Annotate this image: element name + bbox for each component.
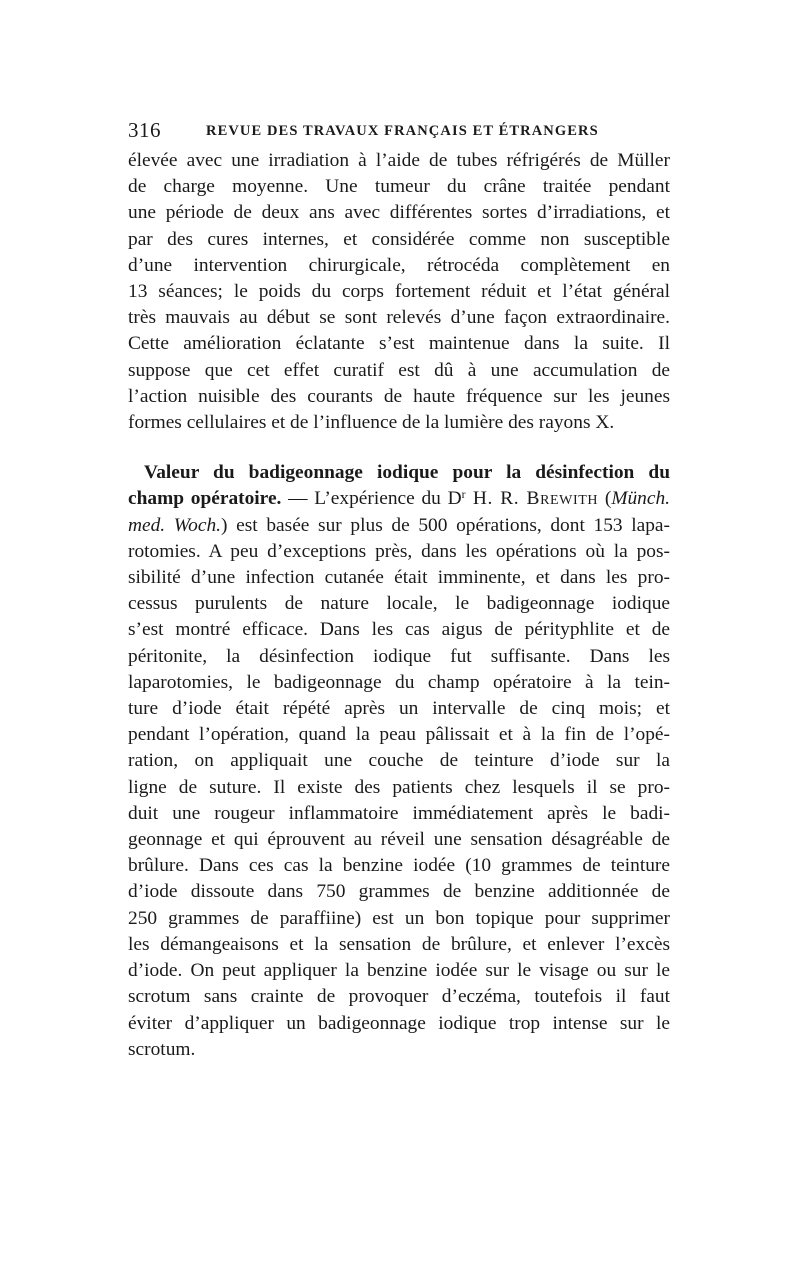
text-line: sibilité d’une infection cutanée était imminente, et dans les pro-	[128, 567, 670, 589]
page-header	[128, 118, 670, 142]
text-line	[128, 486, 670, 512]
text-line: éviter d’appliquer un badigeonnage iodique trop intense sur le	[128, 1012, 670, 1034]
journal-name: med. Woch.	[128, 514, 222, 536]
text-line: suppose que cet effet curatif est dû à une accumulation de	[128, 359, 670, 381]
article-paragraph	[128, 460, 670, 1063]
text-line: rotomies. A peu d’exceptions près, dans les opérations où la pos-	[128, 540, 670, 562]
paragraph-gap	[128, 436, 670, 460]
article-heading-end: champ opératoire.	[128, 488, 282, 510]
article-heading: Valeur du badigeonnage iodique pour la désinfection du	[144, 462, 670, 484]
page-number: 316	[128, 118, 161, 142]
text-line: de charge moyenne. Une tumeur du crâne traitée pendant	[128, 176, 670, 198]
text-line: 13 séances; le poids du corps fortement réduit et l’état général	[128, 281, 670, 303]
text-line: une période de deux ans avec différentes sortes d’irradiations, et	[128, 202, 670, 224]
text-line: brûlure. Dans ces cas la benzine iodée (10 grammes de teinture	[128, 855, 670, 877]
text-line: d’une intervention chirurgicale, rétrocéda complètement en	[128, 254, 670, 276]
text-line: scrotum.	[128, 1038, 196, 1060]
paragraph-continuation	[128, 148, 670, 436]
text-line: ration, on appliquait une couche de teinture d’iode sur la	[128, 750, 670, 772]
text-line: élevée avec une irradiation à l’aide de tubes réfrigérés de Müller	[128, 150, 670, 171]
text-line: scrotum sans crainte de provoquer d’eczéma, toutefois il faut	[128, 986, 670, 1008]
text-line: d’iode dissoute dans 750 grammes de benzine additionnée de	[128, 881, 670, 903]
journal-name: Münch.	[611, 488, 671, 510]
text-line: ligne de suture. Il existe des patients chez lesquels il se pro-	[128, 776, 670, 798]
text-line: très mauvais au début se sont relevés d’une façon extraordinaire.	[128, 307, 670, 329]
text-line	[128, 513, 670, 539]
text-line: s’est montré efficace. Dans les cas aigus de pérityphlite et de	[128, 619, 670, 641]
text-line: geonnage et qui éprouvent au réveil une sensation désagréable de	[128, 829, 670, 851]
running-title: REVUE DES TRAVAUX FRANÇAIS ET ÉTRANGERS	[206, 123, 599, 139]
text-line: cessus purulents de nature locale, le badigeonnage iodique	[128, 593, 670, 615]
text-line: les démangeaisons et la sensation de brûlure, et enlever l’excès	[128, 933, 670, 955]
text-line: duit une rougeur inflammatoire immédiatement après le badi-	[128, 802, 670, 824]
body-text	[128, 148, 670, 1063]
text-line: 250 grammes de paraffiine) est un bon topique pour supprimer	[128, 907, 670, 929]
text-line: par des cures internes, et considérée comme non susceptible	[128, 228, 670, 250]
author-name: H. R. Brewith	[465, 488, 599, 510]
text-run: — L’expérience du D	[281, 488, 462, 510]
text-line: ture d’iode était répété après un intervalle de cinq mois; et	[128, 698, 670, 720]
text-line: Cette amélioration éclatante s’est maintenue dans la suite. Il	[128, 333, 670, 355]
text-line: péritonite, la désinfection iodique fut suffisante. Dans les	[128, 645, 670, 667]
text-line: d’iode. On peut appliquer la benzine iodée sur le visage ou sur le	[128, 960, 670, 982]
text-line: l’action nuisible des courants de haute fréquence sur les jeunes	[128, 385, 670, 407]
text-run: ) est basée sur plus de 500 opérations, dont 153 lapa-	[221, 514, 670, 536]
text-line: laparotomies, le badigeonnage du champ opératoire à la tein-	[128, 671, 670, 693]
text-run: (	[598, 488, 612, 510]
superscript: r	[461, 488, 466, 502]
text-line: pendant l’opération, quand la peau pâlissait et à la fin de l’opé-	[128, 724, 670, 746]
text-line: formes cellulaires et de l’influence de la lumière des rayons X.	[128, 412, 615, 434]
